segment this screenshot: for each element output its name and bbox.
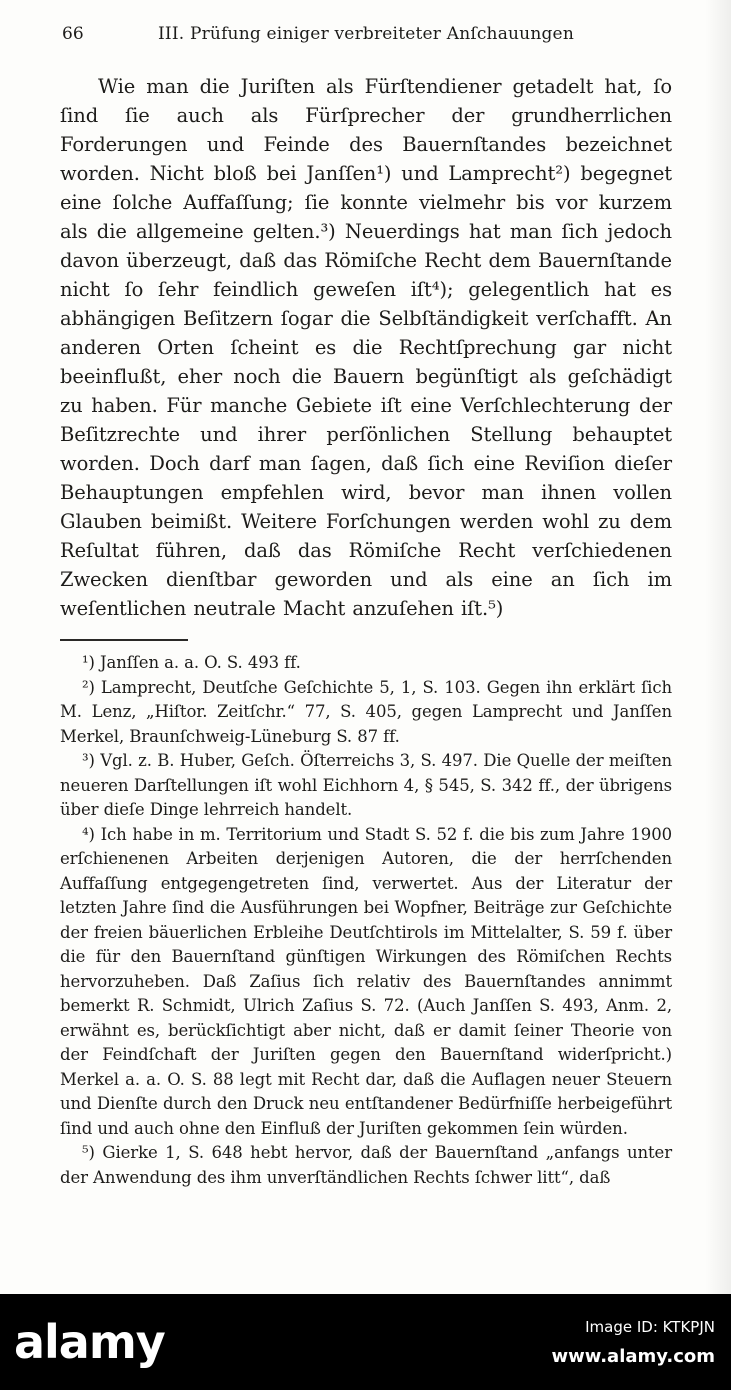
watermark-bar xyxy=(0,1294,731,1390)
footnote-4: ⁴) Ich habe in m. Territorium und Stadt S. 52 f. die bis zum Jahre 1900 erſchienenen Arbeiten derjenigen Autoren, die der herrſchenden Auffaſſung entgegengetreten ſind, verwertet. Aus der Literatur der letzten Jahre ſind die Ausführungen bei Wopfner, Beiträge zur Geſchichte der freien bäuerlichen Erbleihe Deutſchtirols im Mittelalter, S. 59 f. über die für den Bauernſtand günſtigen Wirkungen des Römiſchen Rechts hervorzuheben. Daß Zaſius ſich relativ des Bauernſtandes annimmt bemerkt R. Schmidt, Ulrich Zaſius S. 72. (Auch Janſſen S. 493, Anm. 2, erwähnt es, berückſichtigt aber nicht, daß er damit ſeiner Theorie von der Feindſchaft der Juriſten gegen den Bauernſtand widerſpricht.) Merkel a. a. O. S. 88 legt mit Recht dar, daß die Auflagen neuer Steuern und Dienſte durch den Druck neu entſtandener Bedürfniſſe herbeigeführt ſind und auch ohne den Einfluß der Juriſten gekommen ſein würden. xyxy=(60,824,672,1138)
footnote-1: ¹) Janſſen a. a. O. S. 493 ff. xyxy=(82,653,301,672)
page-number: 66 xyxy=(62,24,84,44)
body-paragraph: Wie man die Juriſten als Fürſtendiener getadelt hat, ſo ſind ſie auch als Fürſprecher der grundherrlichen Forderungen und Feinde des Bauernſtandes bezeichnet worden. Nicht bloß bei Janſſen¹) und Lamprecht²) begegnet eine ſolche Auffaſſung; ſie konnte vielmehr bis vor kurzem als die allgemeine gelten.³) Neuerdings hat man ſich jedoch davon überzeugt, daß das Römiſche Recht dem Bauernſtande nicht ſo ſehr feindlich geweſen iſt⁴); gelegentlich hat es abhängigen Beſitzern ſogar die Selbſtändigkeit verſchafft. An anderen Orten ſcheint es die Rechtſprechung gar nicht beeinflußt, eher noch die Bauern begünſtigt als geſchädigt zu haben. Für manche Gebiete iſt eine Verſchlechterung der Beſitzrechte und ihrer perſönlichen Stellung behauptet worden. Doch darf man ſagen, daß ſich eine Reviſion dieſer Behauptungen empfehlen wird, bevor man ihnen vollen Glauben beimißt. Weitere Forſchungen werden wohl zu dem Reſultat führen, daß das Römiſche Recht verſchiedenen Zwecken dienſtbar geworden und als eine an ſich im weſentlichen neutrale Macht anzuſehen iſt.⁵) xyxy=(60,75,672,620)
page-header xyxy=(60,24,672,48)
footnote-3: ³) Vgl. z. B. Huber, Geſch. Öſterreichs 3, S. 497. Die Quelle der meiſten neueren Darſtellungen iſt wohl Eichhorn 4, § 545, S. 342 ff., der übrigens über dieſe Dinge lehrreich handelt. xyxy=(60,751,672,819)
chapter-running-title: III. Prüfung einiger verbreiteter Anſchauungen xyxy=(158,24,574,44)
alamy-logo: alamy xyxy=(14,1315,165,1369)
image-id-label: Image ID: KTKPJN xyxy=(585,1317,715,1336)
page-content xyxy=(60,24,672,1190)
footnotes-section xyxy=(60,651,672,1190)
footnote-separator xyxy=(60,639,188,641)
footnote-2: ²) Lamprecht, Deutſche Geſchichte 5, 1, S. 103. Gegen ihn erklärt ſich M. Lenz, „Hiſtor. Zeitſchr.“ 77, S. 405, gegen Lamprecht und Janſſen Merkel, Braunſchweig-Lüneburg S. 87 ff. xyxy=(60,677,672,746)
watermark-meta xyxy=(551,1318,715,1367)
footnote-5: ⁵) Gierke 1, S. 648 hebt hervor, daß der Bauernſtand „anfangs unter der Anwendung des ihm unverſtändlichen Rechts ſchwer litt“, daß xyxy=(60,1143,672,1187)
alamy-url: www.alamy.com xyxy=(551,1345,715,1367)
